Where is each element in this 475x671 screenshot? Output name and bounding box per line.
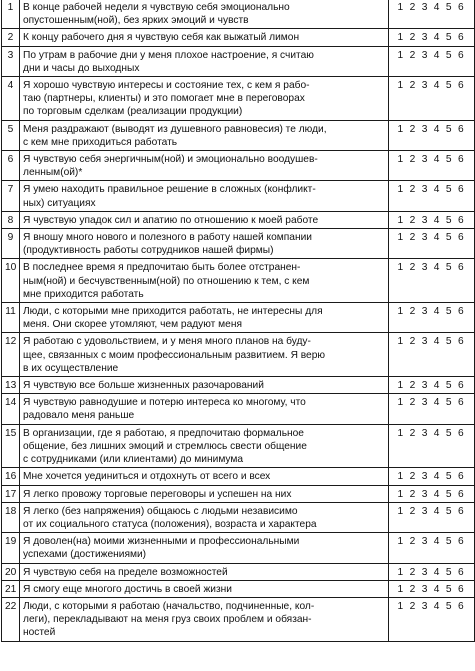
question-text: Я умею находить правильное решение в сложных (конфликт- ных) ситуациях	[20, 181, 389, 211]
question-number: 2	[2, 29, 20, 46]
question-number: 6	[2, 151, 20, 181]
question-row	[2, 303, 475, 333]
question-row	[2, 468, 475, 485]
rating-scale[interactable]: 1 2 3 4 5 6	[389, 502, 475, 532]
question-text: Люди, с которыми мне приходится работать, не интересны для меня. Они скорее утомляют, чем радуют меня	[20, 303, 389, 333]
question-text: Мне хочется уединиться и отдохнуть от всего и всех	[20, 468, 389, 485]
question-text: Я чувствую себя энергичным(ной) и эмоционально воодушев- ленным(ой)*	[20, 151, 389, 181]
question-row	[2, 151, 475, 181]
rating-scale[interactable]: 1 2 3 4 5 6	[389, 120, 475, 150]
rating-scale[interactable]: 1 2 3 4 5 6	[389, 468, 475, 485]
question-row	[2, 77, 475, 121]
question-row	[2, 394, 475, 424]
question-row	[2, 533, 475, 563]
rating-scale[interactable]: 1 2 3 4 5 6	[389, 151, 475, 181]
question-row	[2, 120, 475, 150]
question-text: Я доволен(на) моими жизненными и профессиональными успехами (достижениями)	[20, 533, 389, 563]
question-row	[2, 580, 475, 597]
question-number: 18	[2, 502, 20, 532]
question-text: Я легко провожу торговые переговоры и успешен на них	[20, 485, 389, 502]
rating-scale[interactable]: 1 2 3 4 5 6	[389, 77, 475, 121]
question-number: 8	[2, 211, 20, 228]
question-number: 4	[2, 77, 20, 121]
question-row	[2, 259, 475, 303]
question-text: Меня раздражают (выводят из душевного равновесия) те люди, с кем мне приходиться работать	[20, 120, 389, 150]
question-row	[2, 229, 475, 259]
question-row	[2, 46, 475, 76]
rating-scale[interactable]: 1 2 3 4 5 6	[389, 333, 475, 377]
question-row	[2, 29, 475, 46]
question-row	[2, 563, 475, 580]
question-number: 7	[2, 181, 20, 211]
question-text: В конце рабочей недели я чувствую себя эмоционально опустошенным(ной), без ярких эмоций и чувств	[20, 0, 389, 29]
question-number: 17	[2, 485, 20, 502]
question-row	[2, 181, 475, 211]
question-number: 10	[2, 259, 20, 303]
rating-scale[interactable]: 1 2 3 4 5 6	[389, 29, 475, 46]
question-row	[2, 377, 475, 394]
rating-scale[interactable]: 1 2 3 4 5 6	[389, 394, 475, 424]
question-row	[2, 597, 475, 641]
question-row	[2, 211, 475, 228]
question-text: Я чувствую равнодушие и потерю интереса ко многому, что радовало меня раньше	[20, 394, 389, 424]
question-text: Я смогу еще многого достичь в своей жизни	[20, 580, 389, 597]
rating-scale[interactable]: 1 2 3 4 5 6	[389, 597, 475, 641]
question-row	[2, 424, 475, 468]
question-text: Я хорошо чувствую интересы и состояние тех, с кем я рабо- таю (партнеры, клиенты) и это помогает мне в переговорах по торговым сделкам (реализации продукции)	[20, 77, 389, 121]
rating-scale[interactable]: 1 2 3 4 5 6	[389, 424, 475, 468]
rating-scale[interactable]: 1 2 3 4 5 6	[389, 485, 475, 502]
question-text: Я чувствую упадок сил и апатию по отношению к моей работе	[20, 211, 389, 228]
rating-scale[interactable]: 1 2 3 4 5 6	[389, 211, 475, 228]
question-number: 5	[2, 120, 20, 150]
question-number: 21	[2, 580, 20, 597]
rating-scale[interactable]: 1 2 3 4 5 6	[389, 563, 475, 580]
question-number: 14	[2, 394, 20, 424]
question-text: В последнее время я предпочитаю быть более отстранен- ным(ной) и бесчувственным(ной) по отношению к тем, с кем мне приходится работать	[20, 259, 389, 303]
question-number: 1	[2, 0, 20, 29]
question-number: 16	[2, 468, 20, 485]
rating-scale[interactable]: 1 2 3 4 5 6	[389, 259, 475, 303]
rating-scale[interactable]: 1 2 3 4 5 6	[389, 181, 475, 211]
question-text: По утрам в рабочие дни у меня плохое настроение, я считаю дни и часы до выходных	[20, 46, 389, 76]
rating-scale[interactable]: 1 2 3 4 5 6	[389, 533, 475, 563]
rating-scale[interactable]: 1 2 3 4 5 6	[389, 0, 475, 29]
question-text: Я чувствую все больше жизненных разочарований	[20, 377, 389, 394]
question-row	[2, 0, 475, 29]
rating-scale[interactable]: 1 2 3 4 5 6	[389, 46, 475, 76]
question-number: 9	[2, 229, 20, 259]
question-row	[2, 333, 475, 377]
question-number: 12	[2, 333, 20, 377]
question-number: 19	[2, 533, 20, 563]
question-number: 13	[2, 377, 20, 394]
question-text: Я вношу много нового и полезного в работу нашей компании (продуктивность работы сотрудников нашей фирмы)	[20, 229, 389, 259]
question-text: Люди, с которыми я работаю (начальство, подчиненные, кол- леги), перекладывают на меня груз своих проблем и обязан- ностей	[20, 597, 389, 641]
question-text: Я работаю с удовольствием, и у меня много планов на буду- щее, связанных с моим профессиональным развитием. Я верю в их осуществление	[20, 333, 389, 377]
question-text: В организации, где я работаю, я предпочитаю формальное общение, без лишних эмоций и стремлюсь свести общение с сотрудниками (или клиентами) до минимума	[20, 424, 389, 468]
question-number: 20	[2, 563, 20, 580]
questionnaire-table	[1, 0, 475, 642]
question-text: Я чувствую себя на пределе возможностей	[20, 563, 389, 580]
question-number: 15	[2, 424, 20, 468]
rating-scale[interactable]: 1 2 3 4 5 6	[389, 229, 475, 259]
question-number: 11	[2, 303, 20, 333]
questionnaire-body	[2, 0, 475, 641]
question-number: 3	[2, 46, 20, 76]
rating-scale[interactable]: 1 2 3 4 5 6	[389, 303, 475, 333]
question-row	[2, 485, 475, 502]
rating-scale[interactable]: 1 2 3 4 5 6	[389, 377, 475, 394]
question-number: 22	[2, 597, 20, 641]
question-text: Я легко (без напряжения) общаюсь с людьми независимо от их социального статуса (положения), возраста и характера	[20, 502, 389, 532]
question-row	[2, 502, 475, 532]
question-text: К концу рабочего дня я чувствую себя как выжатый лимон	[20, 29, 389, 46]
rating-scale[interactable]: 1 2 3 4 5 6	[389, 580, 475, 597]
